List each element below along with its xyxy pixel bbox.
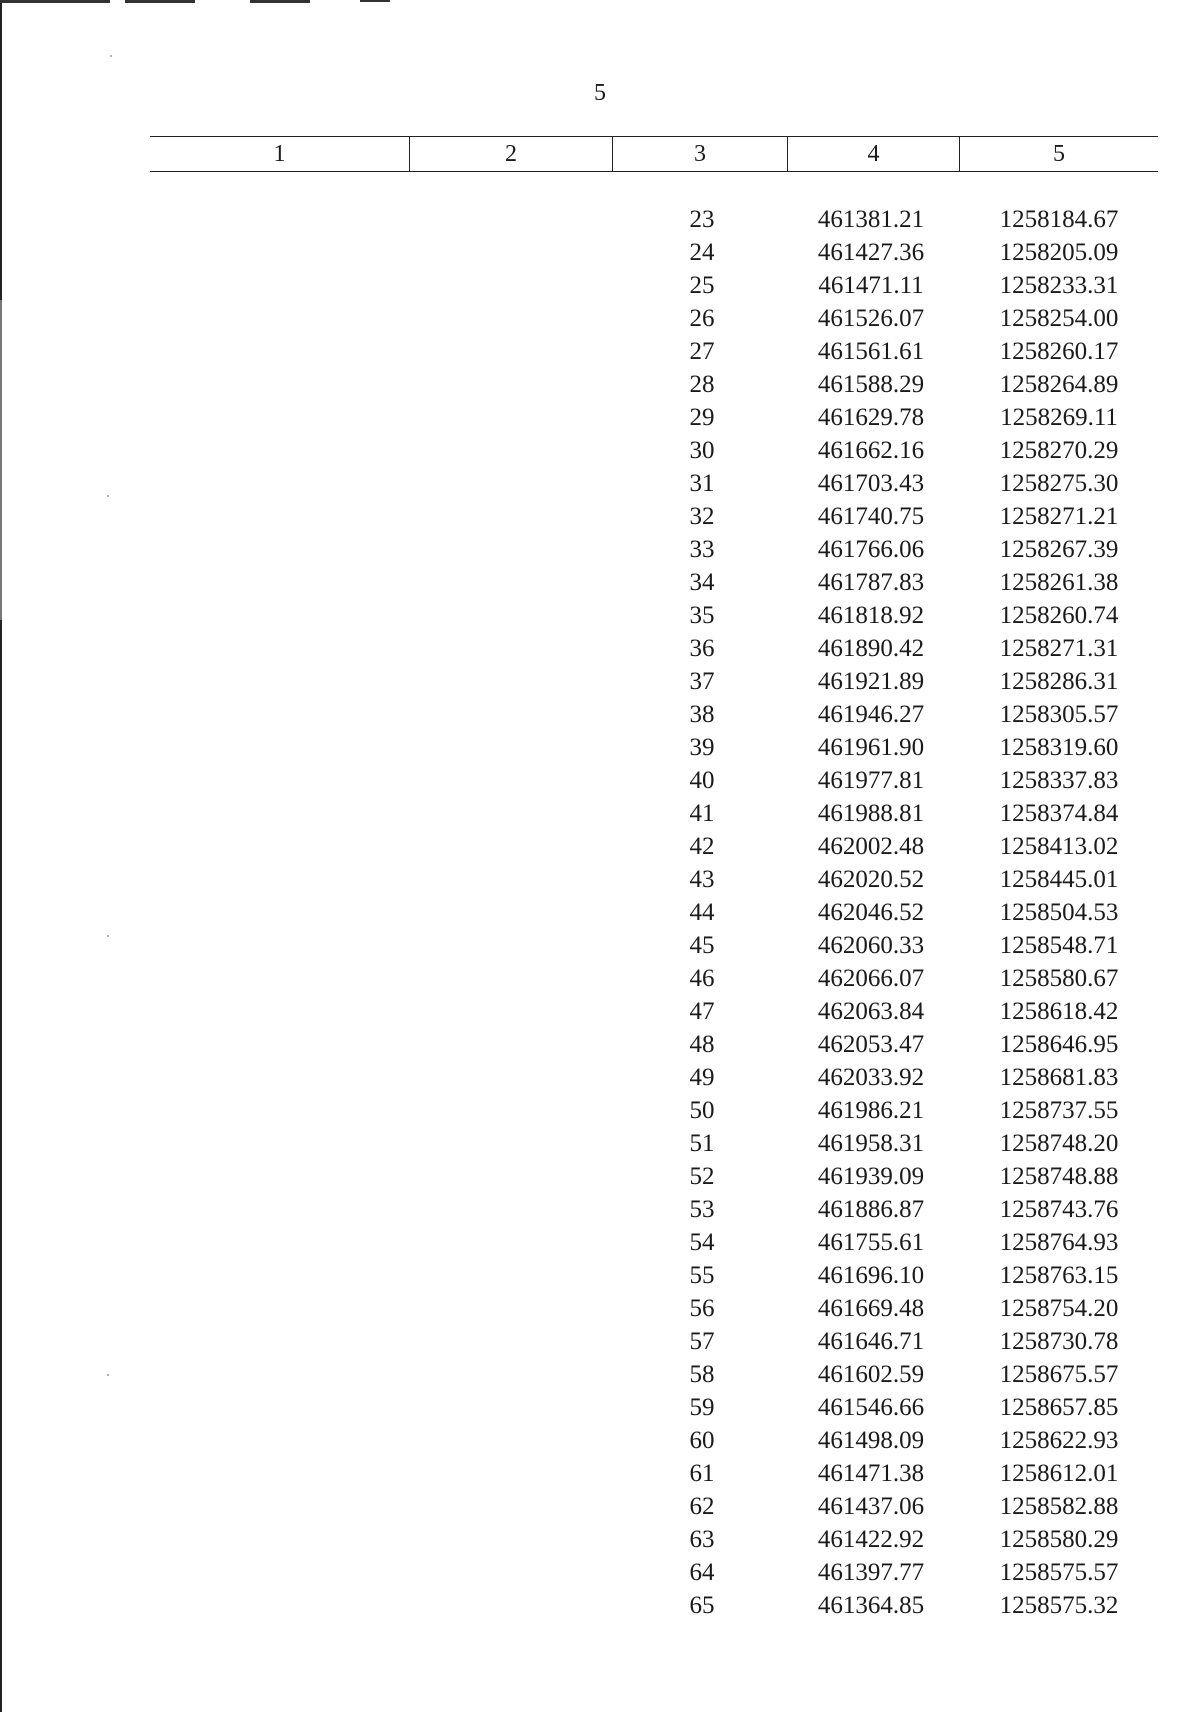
point-number: 25: [689, 272, 715, 299]
coordinate-x: 462046.52: [817, 899, 925, 926]
coordinate-y: 1258580.29: [999, 1526, 1119, 1553]
coordinate-y: 1258737.55: [999, 1097, 1119, 1124]
coordinate-y: 1258264.89: [999, 371, 1119, 398]
table-row: [0, 896, 1200, 929]
page-number: 5: [594, 80, 606, 106]
coordinate-x: 461646.71: [817, 1328, 925, 1355]
coordinate-y: 1258260.17: [999, 338, 1119, 365]
point-number: 38: [689, 701, 715, 728]
column-header-1: 1: [150, 137, 410, 171]
column-header-2: 2: [410, 137, 613, 171]
table-row: [0, 368, 1200, 401]
table-row: [0, 1292, 1200, 1325]
point-number: 55: [689, 1262, 715, 1289]
point-number: 33: [689, 536, 715, 563]
coordinate-x: 461961.90: [817, 734, 925, 761]
table-row: [0, 302, 1200, 335]
coordinate-y: 1258730.78: [999, 1328, 1119, 1355]
point-number: 24: [689, 239, 715, 266]
point-number: 48: [689, 1031, 715, 1058]
point-number: 51: [689, 1130, 715, 1157]
point-number: 62: [689, 1493, 715, 1520]
coordinate-y: 1258261.38: [999, 569, 1119, 596]
table-row: [0, 830, 1200, 863]
table-row: [0, 797, 1200, 830]
table-row: [0, 500, 1200, 533]
coordinate-y: 1258337.83: [999, 767, 1119, 794]
point-number: 56: [689, 1295, 715, 1322]
scan-top-mark: [250, 0, 310, 3]
coordinate-y: 1258319.60: [999, 734, 1119, 761]
column-header-3: 3: [613, 137, 788, 171]
coordinate-x: 461921.89: [817, 668, 925, 695]
point-number: 65: [689, 1592, 715, 1619]
table-row: [0, 269, 1200, 302]
point-number: 30: [689, 437, 715, 464]
coordinate-x: 462020.52: [817, 866, 925, 893]
point-number: 34: [689, 569, 715, 596]
coordinate-x: 461787.83: [817, 569, 925, 596]
point-number: 23: [689, 206, 715, 233]
coordinate-y: 1258184.67: [999, 206, 1119, 233]
coordinate-y: 1258618.42: [999, 998, 1119, 1025]
point-number: 59: [689, 1394, 715, 1421]
scan-top-mark: [0, 0, 110, 3]
table-row: [0, 1094, 1200, 1127]
coordinate-x: 461526.07: [817, 305, 925, 332]
table-row: [0, 1160, 1200, 1193]
coordinate-x: 461471.38: [817, 1460, 925, 1487]
coordinate-x: 461703.43: [817, 470, 925, 497]
coordinate-y: 1258305.57: [999, 701, 1119, 728]
coordinate-y: 1258646.95: [999, 1031, 1119, 1058]
coordinate-y: 1258267.39: [999, 536, 1119, 563]
table-header: [150, 136, 1158, 172]
point-number: 60: [689, 1427, 715, 1454]
point-number: 31: [689, 470, 715, 497]
point-number: 35: [689, 602, 715, 629]
coordinate-y: 1258582.88: [999, 1493, 1119, 1520]
coordinate-y: 1258548.71: [999, 932, 1119, 959]
coordinate-y: 1258681.83: [999, 1064, 1119, 1091]
coordinate-y: 1258270.29: [999, 437, 1119, 464]
point-number: 49: [689, 1064, 715, 1091]
point-number: 41: [689, 800, 715, 827]
table-row: [0, 962, 1200, 995]
point-number: 36: [689, 635, 715, 662]
table-row: [0, 698, 1200, 731]
coordinate-y: 1258413.02: [999, 833, 1119, 860]
column-header-5: 5: [1053, 141, 1065, 167]
point-number: 53: [689, 1196, 715, 1223]
coordinate-x: 461988.81: [817, 800, 925, 827]
point-number: 37: [689, 668, 715, 695]
point-number: 64: [689, 1559, 715, 1586]
coordinate-y: 1258754.20: [999, 1295, 1119, 1322]
table-row: [0, 236, 1200, 269]
coordinate-x: 461946.27: [817, 701, 925, 728]
coordinate-y: 1258269.11: [1000, 404, 1118, 431]
table-row: [0, 203, 1200, 236]
coordinate-y: 1258205.09: [999, 239, 1119, 266]
point-number: 54: [689, 1229, 715, 1256]
coordinate-x: 461629.78: [817, 404, 925, 431]
table-row: [0, 1523, 1200, 1556]
table-row: [0, 1457, 1200, 1490]
coordinate-x: 462066.07: [817, 965, 925, 992]
coordinate-x: 461381.21: [817, 206, 925, 233]
scan-top-mark: [360, 0, 390, 2]
coordinate-y: 1258575.57: [999, 1559, 1119, 1586]
point-number: 52: [689, 1163, 715, 1190]
coordinate-y: 1258657.85: [999, 1394, 1119, 1421]
coordinate-y: 1258743.76: [999, 1196, 1119, 1223]
table-row: [0, 1589, 1200, 1622]
table-row: [0, 467, 1200, 500]
coordinate-y: 1258445.01: [999, 866, 1119, 893]
coordinate-x: 461986.21: [817, 1097, 925, 1124]
coordinate-x: 461669.48: [817, 1295, 925, 1322]
coordinate-x: 461561.61: [817, 338, 925, 365]
coordinate-x: 461437.06: [817, 1493, 925, 1520]
coordinate-x: 461977.81: [817, 767, 925, 794]
coordinate-y: 1258763.15: [999, 1262, 1119, 1289]
coordinate-x: 462002.48: [817, 833, 925, 860]
coordinate-y: 1258575.32: [999, 1592, 1119, 1619]
coordinate-x: 461958.31: [817, 1130, 925, 1157]
point-number: 39: [689, 734, 715, 761]
coordinate-x: 461890.42: [817, 635, 925, 662]
coordinate-x: 461755.61: [817, 1229, 925, 1256]
coordinate-x: 461696.10: [817, 1262, 925, 1289]
coordinate-x: 461422.92: [817, 1526, 925, 1553]
table-row: [0, 335, 1200, 368]
coordinate-x: 461886.87: [817, 1196, 925, 1223]
coordinate-x: 461427.36: [817, 239, 925, 266]
coordinate-y: 1258254.00: [999, 305, 1119, 332]
coordinate-x: 461546.66: [817, 1394, 925, 1421]
coordinate-x: 462063.84: [817, 998, 925, 1025]
point-number: 40: [689, 767, 715, 794]
table-row: [0, 1259, 1200, 1292]
table-row: [0, 566, 1200, 599]
point-number: 46: [689, 965, 715, 992]
coordinate-x: 462053.47: [817, 1031, 925, 1058]
table-row: [0, 1193, 1200, 1226]
coordinate-x: 461602.59: [817, 1361, 925, 1388]
coordinate-y: 1258675.57: [999, 1361, 1119, 1388]
table-row: [0, 599, 1200, 632]
table-row: [0, 665, 1200, 698]
table-row: [0, 401, 1200, 434]
coordinate-x: 462033.92: [817, 1064, 925, 1091]
coordinate-y: 1258612.01: [999, 1460, 1119, 1487]
point-number: 32: [689, 503, 715, 530]
table-row: [0, 863, 1200, 896]
table-body: [0, 203, 1200, 1622]
point-number: 43: [689, 866, 715, 893]
coordinate-y: 1258748.20: [999, 1130, 1119, 1157]
point-number: 28: [689, 371, 715, 398]
table-row: [0, 632, 1200, 665]
table-row: [0, 1358, 1200, 1391]
coordinate-y: 1258580.67: [999, 965, 1119, 992]
coordinate-y: 1258275.30: [999, 470, 1119, 497]
coordinate-x: 462060.33: [817, 932, 925, 959]
coordinate-y: 1258374.84: [999, 800, 1119, 827]
coordinate-y: 1258504.53: [999, 899, 1119, 926]
point-number: 27: [689, 338, 715, 365]
coordinate-y: 1258286.31: [999, 668, 1119, 695]
coordinate-x: 461766.06: [817, 536, 925, 563]
table-row: [0, 764, 1200, 797]
coordinate-x: 461588.29: [817, 371, 925, 398]
point-number: 42: [689, 833, 715, 860]
point-number: 26: [689, 305, 715, 332]
coordinate-x: 461397.77: [817, 1559, 925, 1586]
table-row: [0, 1226, 1200, 1259]
coordinate-y: 1258233.31: [999, 272, 1119, 299]
coordinate-y: 1258622.93: [999, 1427, 1119, 1454]
coordinate-y: 1258260.74: [999, 602, 1119, 629]
point-number: 45: [689, 932, 715, 959]
coordinate-x: 461818.92: [817, 602, 925, 629]
table-row: [0, 1556, 1200, 1589]
point-number: 61: [689, 1460, 715, 1487]
table-row: [0, 1325, 1200, 1358]
table-row: [0, 434, 1200, 467]
table-row: [0, 1028, 1200, 1061]
coordinate-x: 461471.11: [818, 272, 924, 299]
coordinate-y: 1258748.88: [999, 1163, 1119, 1190]
point-number: 58: [689, 1361, 715, 1388]
point-number: 29: [689, 404, 715, 431]
coordinate-x: 461740.75: [817, 503, 925, 530]
scan-speck: [110, 55, 112, 57]
table-row: [0, 1490, 1200, 1523]
table-row: [0, 929, 1200, 962]
coordinate-x: 461662.16: [817, 437, 925, 464]
coordinate-x: 461364.85: [817, 1592, 925, 1619]
table-row: [0, 1127, 1200, 1160]
point-number: 47: [689, 998, 715, 1025]
coordinate-x: 461498.09: [817, 1427, 925, 1454]
point-number: 44: [689, 899, 715, 926]
coordinate-x: 461939.09: [817, 1163, 925, 1190]
column-header-4: 4: [788, 137, 960, 171]
table-row: [0, 1424, 1200, 1457]
scan-top-mark: [125, 0, 195, 3]
point-number: 57: [689, 1328, 715, 1355]
table-row: [0, 533, 1200, 566]
table-row: [0, 995, 1200, 1028]
table-row: [0, 731, 1200, 764]
point-number: 50: [689, 1097, 715, 1124]
coordinate-y: 1258764.93: [999, 1229, 1119, 1256]
coordinate-y: 1258271.31: [999, 635, 1119, 662]
table-row: [0, 1061, 1200, 1094]
table-row: [0, 1391, 1200, 1424]
coordinate-y: 1258271.21: [999, 503, 1119, 530]
point-number: 63: [689, 1526, 715, 1553]
